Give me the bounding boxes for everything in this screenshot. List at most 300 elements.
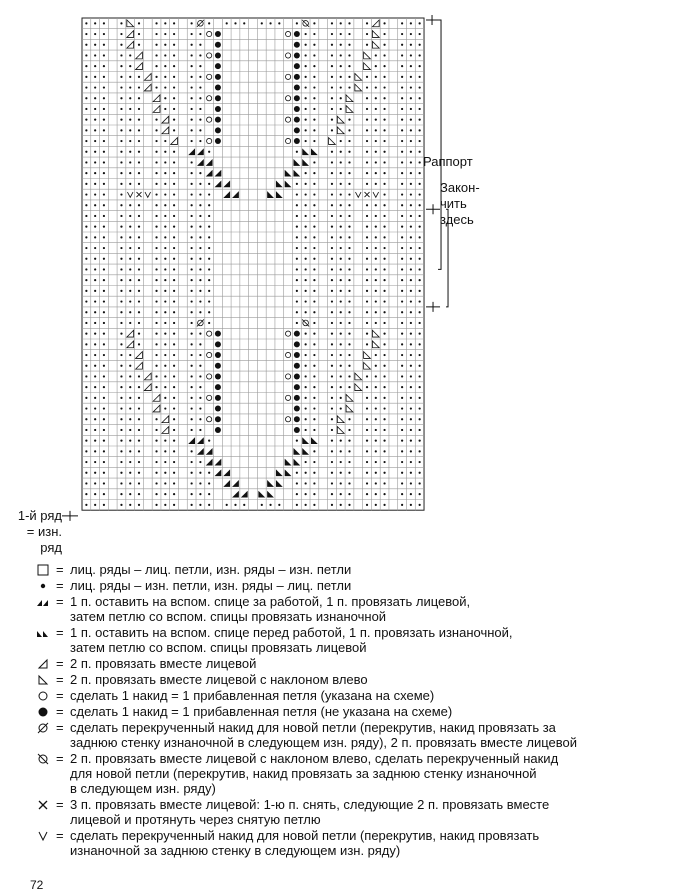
purl-dot (191, 247, 193, 249)
purl-dot (419, 290, 421, 292)
purl-dot (366, 482, 368, 484)
purl-dot (313, 343, 315, 345)
purl-dot (138, 333, 140, 335)
purl-dot (331, 183, 333, 185)
purl-dot (173, 311, 175, 313)
yo-slash-icon (37, 722, 49, 734)
purl-dot (419, 493, 421, 495)
purl-dot (419, 86, 421, 88)
purl-dot (199, 183, 201, 185)
purl-dot (366, 236, 368, 238)
purl-dot (366, 204, 368, 206)
legend-equals: = (56, 828, 64, 843)
purl-dot (120, 343, 122, 345)
purl-dot (199, 54, 201, 56)
purl-dot (129, 493, 131, 495)
purl-dot (375, 472, 377, 474)
purl-dot (375, 418, 377, 420)
purl-dot (85, 76, 87, 78)
purl-dot (208, 290, 210, 292)
purl-dot (85, 493, 87, 495)
purl-dot (296, 290, 298, 292)
purl-dot (383, 450, 385, 452)
purl-dot (129, 268, 131, 270)
purl-dot (164, 504, 166, 506)
purl-dot (173, 151, 175, 153)
purl-dot (331, 236, 333, 238)
purl-dot (375, 226, 377, 228)
purl-dot (419, 44, 421, 46)
purl-dot (383, 333, 385, 335)
purl-dot (129, 215, 131, 217)
purl-dot (331, 268, 333, 270)
purl-dot (348, 172, 350, 174)
yarn-over-filled (215, 416, 221, 422)
purl-dot (340, 322, 342, 324)
purl-dot (375, 76, 377, 78)
purl-dot (383, 343, 385, 345)
purl-dot (401, 65, 403, 67)
purl-dot (173, 268, 175, 270)
purl-dot (269, 504, 271, 506)
purl-dot (383, 161, 385, 163)
purl-dot (155, 119, 157, 121)
purl-dot (120, 215, 122, 217)
purl-dot (173, 365, 175, 367)
purl-dot (313, 450, 315, 452)
purl-dot (191, 215, 193, 217)
purl-dot (366, 140, 368, 142)
purl-dot (164, 440, 166, 442)
purl-dot (155, 226, 157, 228)
legend-equals: = (56, 704, 64, 719)
legend-item (30, 828, 690, 858)
legend-item (30, 688, 690, 703)
purl-dot (85, 108, 87, 110)
purl-dot (340, 333, 342, 335)
rapport-label: Раппорт (423, 154, 473, 169)
legend-symbol (30, 625, 56, 639)
purl-dot (410, 311, 412, 313)
purl-dot (340, 44, 342, 46)
purl-dot (366, 247, 368, 249)
purl-dot (129, 65, 131, 67)
purl-dot (226, 504, 228, 506)
purl-dot (331, 290, 333, 292)
purl-dot (383, 279, 385, 281)
purl-dot (155, 54, 157, 56)
purl-dot (340, 504, 342, 506)
purl-dot (375, 108, 377, 110)
purl-dot (340, 151, 342, 153)
purl-dot (331, 375, 333, 377)
purl-dot (375, 354, 377, 356)
purl-dot (348, 76, 350, 78)
purl-dot (164, 183, 166, 185)
purl-dot (103, 33, 105, 35)
purl-dot (129, 129, 131, 131)
legend-item (30, 578, 690, 593)
purl-dot (164, 268, 166, 270)
yarn-over-filled (294, 85, 300, 91)
purl-dot (138, 226, 140, 228)
purl-dot (348, 183, 350, 185)
purl-dot (199, 418, 201, 420)
purl-dot (103, 151, 105, 153)
purl-dot (138, 311, 140, 313)
purl-dot (191, 322, 193, 324)
purl-dot (366, 22, 368, 24)
purl-dot (383, 215, 385, 217)
purl-dot (375, 322, 377, 324)
purl-dot (383, 86, 385, 88)
purl-dot (410, 204, 412, 206)
purl-dot (199, 193, 201, 195)
purl-dot (94, 429, 96, 431)
yarn-over-filled (215, 352, 221, 358)
yarn-over-filled (294, 373, 300, 379)
legend-equals: = (56, 578, 64, 593)
purl-dot (366, 258, 368, 260)
purl-dot (366, 151, 368, 153)
purl-dot (199, 86, 201, 88)
purl-dot (305, 215, 307, 217)
purl-dot (94, 140, 96, 142)
purl-dot (191, 161, 193, 163)
purl-dot (313, 54, 315, 56)
purl-dot (375, 258, 377, 260)
purl-dot (383, 151, 385, 153)
purl-dot (173, 440, 175, 442)
purl-dot (173, 97, 175, 99)
yarn-over-filled (215, 331, 221, 337)
purl-dot (348, 365, 350, 367)
purl-dot (120, 108, 122, 110)
purl-dot (348, 129, 350, 131)
purl-dot (313, 161, 315, 163)
purl-dot (94, 407, 96, 409)
purl-dot (313, 172, 315, 174)
purl-dot (305, 76, 307, 78)
purl-dot (94, 300, 96, 302)
purl-dot (85, 418, 87, 420)
purl-dot (120, 97, 122, 99)
purl-dot (120, 290, 122, 292)
purl-dot (383, 311, 385, 313)
purl-dot (85, 215, 87, 217)
legend-equals: = (56, 672, 64, 687)
purl-dot (155, 429, 157, 431)
purl-dot (331, 343, 333, 345)
purl-dot (366, 407, 368, 409)
yarn-over-filled (294, 42, 300, 48)
purl-dot (348, 226, 350, 228)
purl-dot (155, 279, 157, 281)
purl-dot (120, 440, 122, 442)
purl-dot (155, 172, 157, 174)
purl-dot (120, 204, 122, 206)
purl-dot (419, 151, 421, 153)
purl-dot (401, 375, 403, 377)
purl-dot (164, 375, 166, 377)
purl-dot (164, 322, 166, 324)
purl-dot (348, 472, 350, 474)
purl-dot (410, 76, 412, 78)
purl-dot (340, 450, 342, 452)
yarn-over-filled (215, 117, 221, 123)
purl-dot (94, 193, 96, 195)
purl-dot (410, 236, 412, 238)
purl-dot (138, 236, 140, 238)
purl-dot (208, 226, 210, 228)
yarn-over-filled (215, 406, 221, 412)
purl-dot (331, 397, 333, 399)
purl-dot (129, 322, 131, 324)
purl-dot (348, 461, 350, 463)
yarn-over-filled (294, 395, 300, 401)
purl-dot (208, 482, 210, 484)
purl-dot (173, 44, 175, 46)
purl-dot (366, 504, 368, 506)
purl-dot (155, 183, 157, 185)
purl-dot (199, 129, 201, 131)
purl-dot (94, 418, 96, 420)
purl-dot (129, 386, 131, 388)
purl-dot (410, 33, 412, 35)
purl-dot (331, 161, 333, 163)
purl-dot (155, 151, 157, 153)
purl-dot (383, 172, 385, 174)
purl-dot (173, 472, 175, 474)
purl-dot (103, 44, 105, 46)
purl-dot (164, 279, 166, 281)
purl-dot (208, 236, 210, 238)
purl-dot (278, 504, 280, 506)
purl-dot (155, 300, 157, 302)
purl-dot (94, 290, 96, 292)
purl-dot (410, 386, 412, 388)
purl-dot (419, 397, 421, 399)
purl-dot (296, 504, 298, 506)
purl-dot (383, 472, 385, 474)
purl-dot (366, 429, 368, 431)
purl-dot (173, 65, 175, 67)
purl-dot (340, 108, 342, 110)
purl-dot (155, 375, 157, 377)
legend-text: сделать 1 накид = 1 прибавленная петля (не указана на схеме) (70, 704, 453, 719)
purl-dot (313, 108, 315, 110)
purl-dot (129, 504, 131, 506)
purl-dot (103, 418, 105, 420)
purl-dot (94, 268, 96, 270)
purl-dot (331, 204, 333, 206)
purl-dot (120, 482, 122, 484)
purl-dot (383, 268, 385, 270)
purl-dot (164, 407, 166, 409)
purl-dot (410, 461, 412, 463)
purl-dot (103, 472, 105, 474)
purl-dot (164, 365, 166, 367)
purl-dot (305, 33, 307, 35)
purl-dot (173, 183, 175, 185)
purl-dot (331, 97, 333, 99)
purl-dot (419, 258, 421, 260)
purl-dot (305, 279, 307, 281)
purl-dot (164, 172, 166, 174)
purl-dot (410, 300, 412, 302)
purl-dot (173, 397, 175, 399)
purl-dot (164, 472, 166, 474)
purl-dot (419, 407, 421, 409)
purl-dot (410, 493, 412, 495)
purl-dot (120, 493, 122, 495)
purl-dot (173, 247, 175, 249)
yarn-over-filled (294, 63, 300, 69)
purl-dot (261, 22, 263, 24)
purl-dot (164, 493, 166, 495)
purl-dot (313, 333, 315, 335)
purl-dot (305, 140, 307, 142)
purl-dot (164, 54, 166, 56)
purl-dot (410, 183, 412, 185)
purl-dot (103, 461, 105, 463)
purl-dot (208, 493, 210, 495)
purl-dot (199, 386, 201, 388)
purl-dot (410, 354, 412, 356)
purl-dot (340, 86, 342, 88)
purl-dot (366, 172, 368, 174)
legend-equals: = (56, 688, 64, 703)
purl-dot (331, 354, 333, 356)
purl-dot (410, 215, 412, 217)
purl-dot (383, 65, 385, 67)
purl-dot (120, 450, 122, 452)
purl-dot (313, 290, 315, 292)
purl-dot (208, 193, 210, 195)
purl-dot (120, 354, 122, 356)
purl-dot (340, 343, 342, 345)
purl-dot (85, 440, 87, 442)
purl-dot (103, 236, 105, 238)
purl-dot (191, 386, 193, 388)
purl-dot (296, 258, 298, 260)
purl-dot (85, 22, 87, 24)
purl-dot (199, 65, 201, 67)
legend-equals: = (56, 562, 64, 577)
purl-dot (410, 279, 412, 281)
purl-dot (313, 97, 315, 99)
purl-dot (191, 407, 193, 409)
purl-dot (173, 236, 175, 238)
purl-dot (138, 108, 140, 110)
purl-dot (305, 397, 307, 399)
yarn-over-filled (215, 95, 221, 101)
purl-dot (366, 161, 368, 163)
purl-dot (138, 129, 140, 131)
purl-dot (313, 482, 315, 484)
purl-dot (129, 204, 131, 206)
purl-dot (120, 172, 122, 174)
purl-dot (94, 333, 96, 335)
purl-dot (419, 375, 421, 377)
purl-dot (94, 397, 96, 399)
purl-dot (85, 161, 87, 163)
purl-dot (138, 440, 140, 442)
purl-dot (191, 76, 193, 78)
purl-dot (155, 461, 157, 463)
yarn-over-filled (215, 63, 221, 69)
purl-dot (296, 493, 298, 495)
purl-dot (340, 258, 342, 260)
purl-dot (383, 119, 385, 121)
purl-dot (305, 97, 307, 99)
purl-dot (94, 322, 96, 324)
purl-dot (191, 33, 193, 35)
purl-dot (401, 129, 403, 131)
purl-dot (331, 247, 333, 249)
purl-dot (375, 493, 377, 495)
purl-dot (173, 418, 175, 420)
legend-symbol (30, 828, 56, 842)
purl-dot (348, 354, 350, 356)
purl-dot (331, 429, 333, 431)
purl-dot (94, 343, 96, 345)
legend-text: 3 п. провязать вместе лицевой: 1-ю п. снять, следующие 2 п. провязать вместе лицевой и протянуть через снятую петлю (70, 797, 550, 827)
purl-dot (103, 140, 105, 142)
purl-dot (348, 65, 350, 67)
purl-dot (305, 86, 307, 88)
purl-dot (129, 407, 131, 409)
purl-dot (94, 172, 96, 174)
purl-dot (305, 386, 307, 388)
purl-dot (419, 204, 421, 206)
purl-dot (94, 461, 96, 463)
purl-dot (331, 172, 333, 174)
purl-dot (173, 375, 175, 377)
purl-dot (331, 461, 333, 463)
purl-dot (199, 343, 201, 345)
purl-dot (348, 482, 350, 484)
purl-dot (120, 418, 122, 420)
purl-dot (85, 236, 87, 238)
purl-dot (401, 236, 403, 238)
purl-dot (296, 204, 298, 206)
purl-dot (305, 461, 307, 463)
purl-dot (331, 333, 333, 335)
purl-dot (410, 407, 412, 409)
purl-dot (410, 247, 412, 249)
purl-dot (348, 258, 350, 260)
purl-dot (173, 226, 175, 228)
purl-dot (85, 290, 87, 292)
purl-dot (120, 54, 122, 56)
purl-dot (348, 215, 350, 217)
purl-dot (199, 215, 201, 217)
purl-dot (94, 472, 96, 474)
purl-dot (383, 354, 385, 356)
purl-dot (375, 129, 377, 131)
yarn-over-filled (215, 341, 221, 347)
purl-dot (138, 97, 140, 99)
purl-dot (85, 386, 87, 388)
purl-dot (401, 354, 403, 356)
purl-dot (375, 161, 377, 163)
purl-dot (419, 108, 421, 110)
purl-dot (129, 397, 131, 399)
purl-dot (94, 450, 96, 452)
purl-dot (129, 279, 131, 281)
purl-dot (129, 76, 131, 78)
